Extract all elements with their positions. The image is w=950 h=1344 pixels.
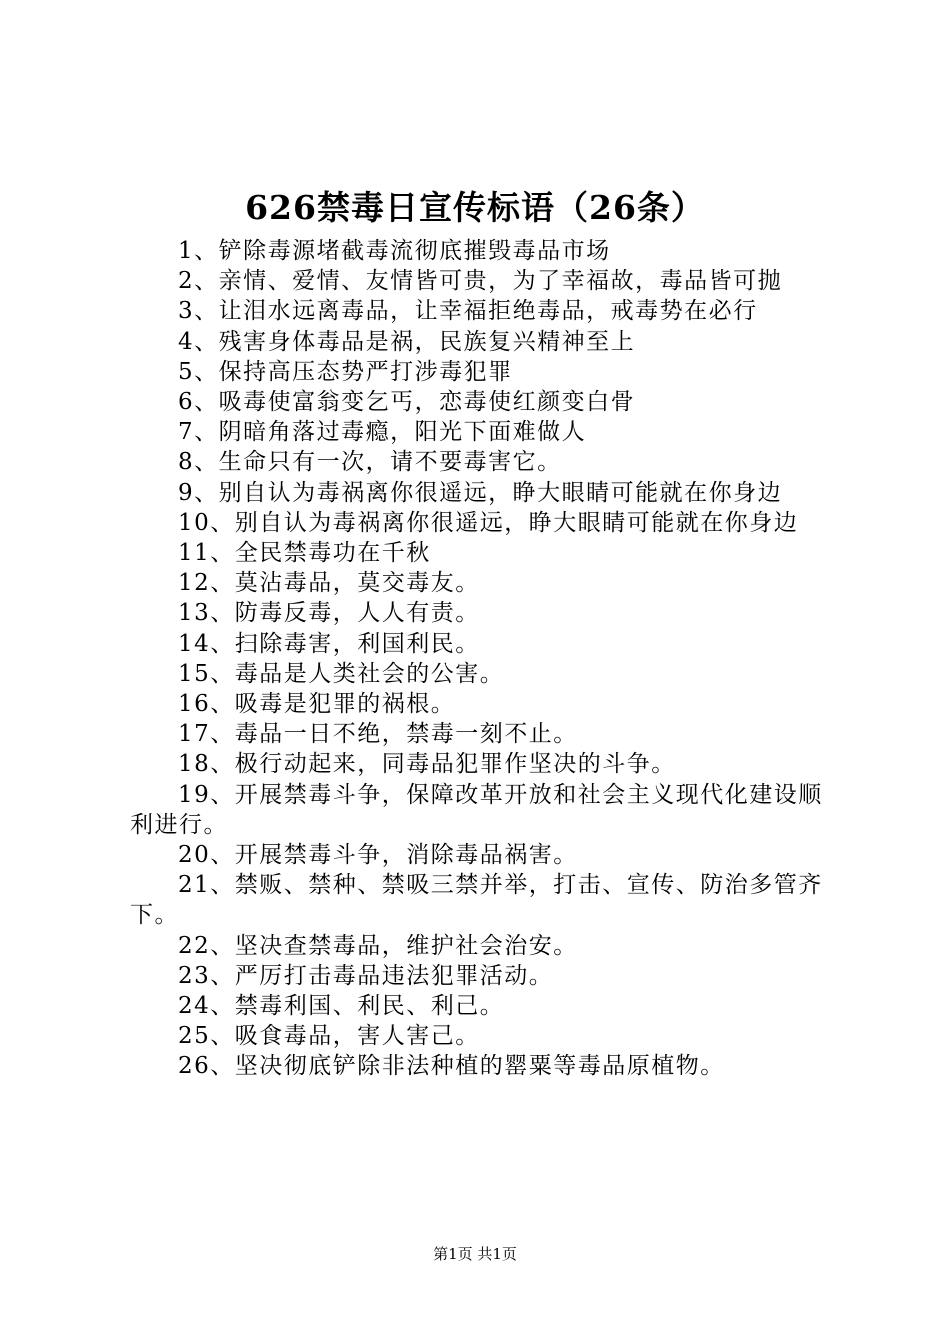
page-footer: 第1页 共1页: [433, 1245, 517, 1263]
list-item: 13、防毒反毒，人人有责。: [178, 600, 480, 627]
list-item: 20、开展禁毒斗争，消除毒品祸害。: [178, 842, 578, 869]
document-title: 626禁毒日宣传标语（26条）: [245, 188, 705, 227]
list-item: 7、阴暗角落过毒瘾，阳光下面难做人: [178, 419, 587, 446]
list-item: 10、别自认为毒祸离你很遥远，睁大眼睛可能就在你身边: [178, 509, 799, 536]
list-item: 6、吸毒使富翁变乞丐，恋毒使红颜变白骨: [178, 389, 636, 416]
list-item: 15、毒品是人类社会的公害。: [178, 660, 505, 687]
list-item: 3、让泪水远离毒品，让幸福拒绝毒品，戒毒势在必行: [178, 298, 758, 325]
list-item: 4、残害身体毒品是祸，民族复兴精神至上: [178, 328, 636, 355]
list-item: 2、亲情、爱情、友情皆可贵，为了幸福故，毒品皆可抛: [178, 268, 783, 295]
list-item: 22、坚决查禁毒品，维护社会治安。: [178, 932, 578, 959]
list-item: 1、铲除毒源堵截毒流彻底摧毁毒品市场: [178, 238, 611, 264]
list-item: 17、毒品一日不绝，禁毒一刻不止。: [178, 721, 578, 748]
list-item: 26、坚决彻底铲除非法种植的罂粟等毒品原植物。: [178, 1053, 725, 1080]
slogan-list: [130, 236, 835, 1082]
list-item: 18、极行动起来，同毒品犯罪作坚决的斗争。: [178, 751, 676, 778]
list-item: 25、吸食毒品，害人害己。: [178, 1023, 480, 1050]
list-item: 19、开展禁毒斗争，保障改革开放和社会主义现代化建设顺利进行。: [130, 781, 823, 838]
list-item: 9、别自认为毒祸离你很遥远，睁大眼睛可能就在你身边: [178, 479, 783, 506]
list-item: 21、禁贩、禁种、禁吸三禁并举，打击、宣传、防治多管齐下。: [130, 872, 823, 929]
list-item: 24、禁毒利国、利民、利己。: [178, 993, 505, 1020]
list-item: 16、吸毒是犯罪的祸根。: [178, 691, 456, 718]
list-item: 12、莫沾毒品，莫交毒友。: [178, 570, 480, 597]
list-item: 14、扫除毒害，利国利民。: [178, 630, 480, 657]
list-item: 8、生命只有一次，请不要毒害它。: [178, 449, 562, 476]
list-item: 23、严厉打击毒品违法犯罪活动。: [178, 962, 554, 989]
list-item: 5、保持高压态势严打涉毒犯罪: [178, 358, 513, 385]
list-item: 11、全民禁毒功在千秋: [178, 540, 431, 567]
